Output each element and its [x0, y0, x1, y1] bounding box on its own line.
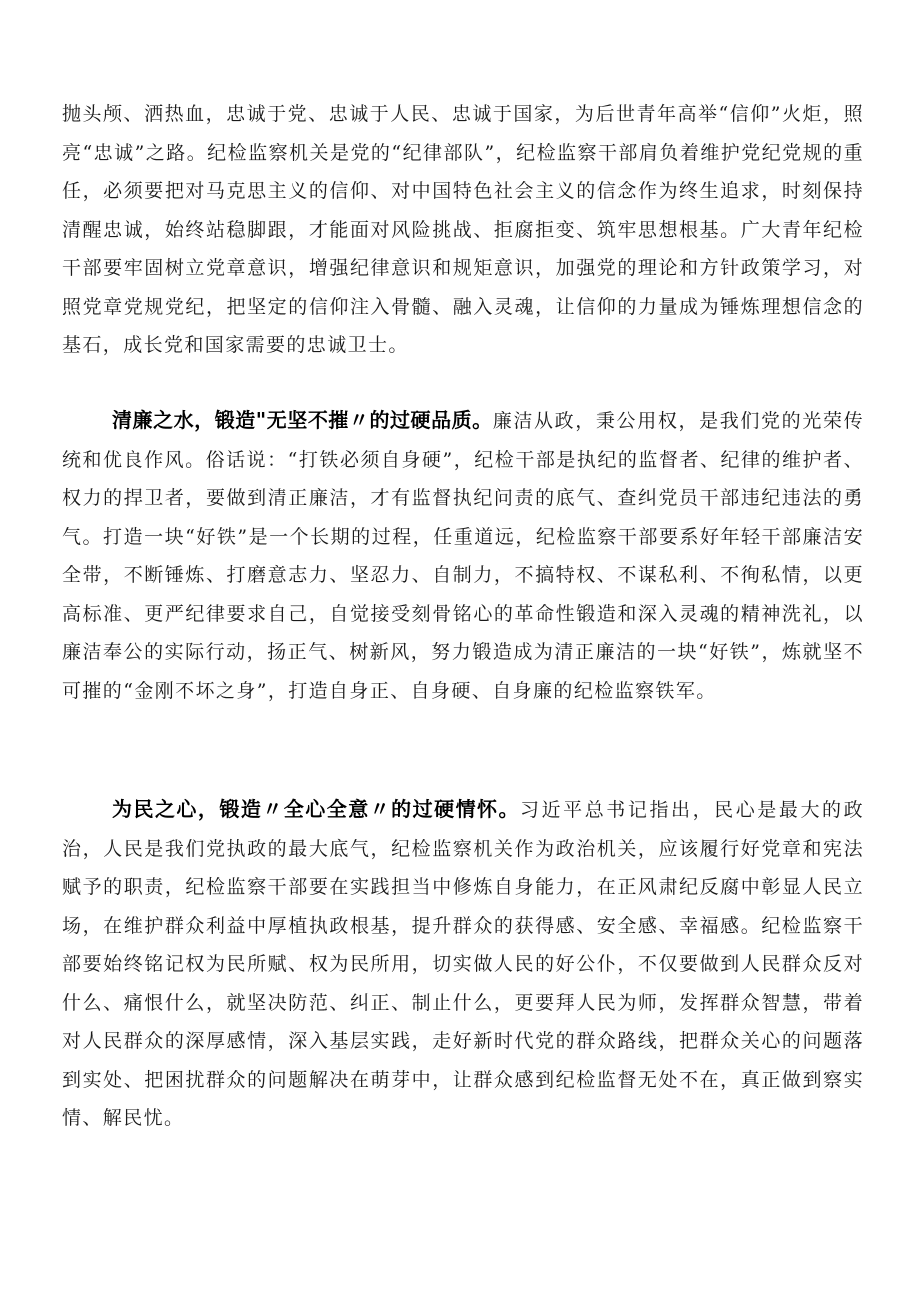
- paragraph-text: 习近平总书记指出，民心是最大的政治，人民是我们党执政的最大底气，纪检监察机关作为政治机关，应该履行好党章和宪法赋予的职责，纪检监察干部要在实践担当中修炼自身能力，在正风肃纪反腐中彰显人民立场，在维护群众利益中厚植执政根基，提升群众的获得感、安全感、幸福感。纪检监察干部要始终铭记权为民所赋、权为民所用，切实做人民的好公仆，不仅要做到人民群众反对什么、痛恨什么，就坚决防范、纠正、制止什么，更要拜人民为师，发挥群众智慧，带着对人民群众的深厚感情，深入基层实践，走好新时代党的群众路线，把群众关心的问题落到实处、把困扰群众的问题解决在萌芽中，让群众感到纪检监督无处不在，真正做到察实情、解民忧。: [62, 799, 864, 1129]
- paragraph-text: 廉洁从政，秉公用权，是我们党的光荣传统和优良作风。俗话说：“打铁必须自身硬”，纪检干部是执纪的监督者、纪律的维护者、权力的捍卫者，要做到清正廉洁，才有监督执纪问责的底气、查纠党员干部违纪违法的勇气。打造一块“好铁”是一个长期的过程，任重道远，纪检监察干部要系好年轻干部廉洁安全带，不断锤炼、打磨意志力、坚忍力、自制力，不搞特权、不谋私利、不徇私情，以更高标准、更严纪律要求自己，自觉接受刻骨铭心的革命性锻造和深入灵魂的精神洗礼，以廉洁奉公的实际行动，扬正气、树新风，努力锻造成为清正廉洁的一块“好铁”，炼就坚不可摧的“金刚不坏之身”，打造自身正、自身硬、自身廉的纪检监察铁军。: [62, 410, 864, 702]
- paragraph-integrity: [62, 401, 864, 710]
- paragraph-heading: 清廉之水，锻造"无坚不摧〃的过硬品质。: [112, 408, 493, 432]
- paragraph-people: [62, 790, 864, 1138]
- paragraph-loyalty: [62, 95, 864, 365]
- paragraph-text: 抛头颅、洒热血，忠诚于党、忠诚于人民、忠诚于国家，为后世青年高举“信仰”火炬，照亮“忠诚”之路。纪检监察机关是党的“纪律部队”，纪检监察干部肩负着维护党纪党规的重任，必须要把对马克思主义的信仰、对中国特色社会主义的信念作为终生追求，时刻保持清醒忠诚，始终站稳脚跟，才能面对风险挑战、拒腐拒变、筑牢思想根基。广大青年纪检干部要牢固树立党章意识，增强纪律意识和规矩意识，加强党的理论和方针政策学习，对照党章党规党纪，把坚定的信仰注入骨髓、融入灵魂，让信仰的力量成为锤炼理想信念的基石，成长党和国家需要的忠诚卫士。: [62, 103, 864, 356]
- paragraph-heading: 为民之心，锻造〃全心全意〃的过硬情怀。: [112, 797, 520, 821]
